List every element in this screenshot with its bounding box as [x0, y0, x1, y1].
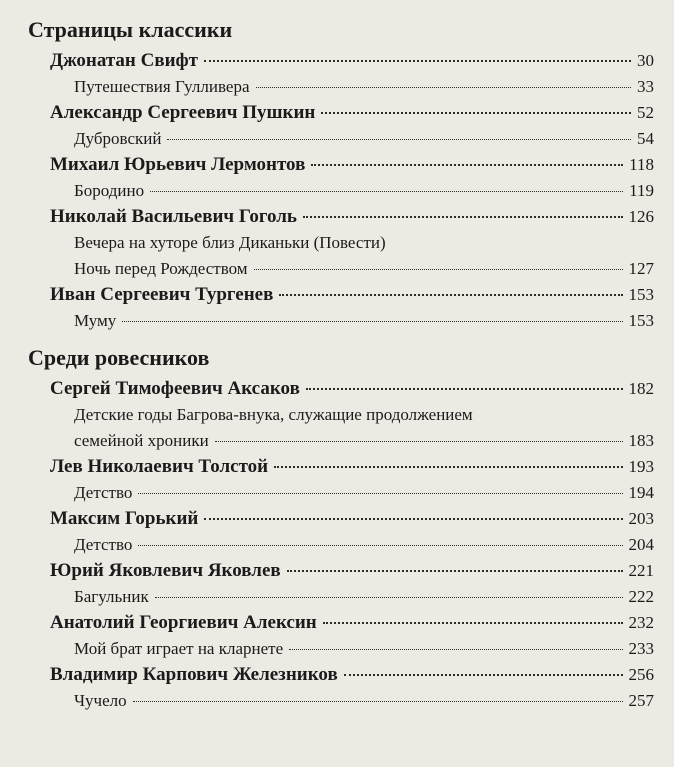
- toc-author-entry: [28, 662, 654, 688]
- page-number: 182: [628, 379, 654, 398]
- dot-leader: [138, 493, 622, 494]
- dot-leader: [256, 87, 632, 88]
- page-number: 33: [637, 77, 654, 96]
- page-number: 222: [628, 587, 654, 606]
- page-number: 126: [628, 207, 654, 226]
- dot-leader: [122, 321, 622, 322]
- dot-leader: [287, 570, 623, 572]
- dot-leader: [254, 269, 623, 270]
- entry-label: Анатолий Георгиевич Алексин: [50, 612, 317, 633]
- toc-work-entry: [28, 480, 654, 506]
- entry-label: Лев Николаевич Толстой: [50, 456, 269, 477]
- entry-label: Юрий Яковлевич Яковлев: [50, 560, 281, 581]
- page-number: 257: [628, 691, 654, 710]
- entry-label: Чучело: [74, 691, 127, 710]
- toc-work-entry: [28, 532, 654, 558]
- dot-leader: [155, 597, 623, 598]
- toc-author-entry: [28, 48, 654, 74]
- page-number: 127: [628, 259, 654, 278]
- entry-label: Михаил Юрьевич Лермонтов: [50, 154, 306, 175]
- toc-section: [28, 14, 654, 334]
- page-number: 204: [628, 535, 654, 554]
- page-number: 203: [628, 509, 654, 528]
- entry-label: Ночь перед Рождеством: [74, 259, 248, 278]
- dot-leader: [392, 243, 648, 244]
- toc-work-entry: [28, 178, 654, 204]
- dot-leader: [138, 545, 622, 546]
- toc-work-entry: [28, 584, 654, 610]
- dot-leader: [323, 622, 623, 624]
- entry-label: семейной хроники: [74, 431, 209, 450]
- dot-leader: [479, 415, 648, 416]
- dot-leader: [215, 441, 623, 442]
- dot-leader: [306, 388, 623, 390]
- dot-leader: [321, 112, 631, 114]
- toc-author-entry: [28, 506, 654, 532]
- toc-work-entry: [28, 256, 654, 282]
- toc-author-entry: [28, 558, 654, 584]
- toc-work-entry: [28, 74, 654, 100]
- section-title: Страницы классики: [28, 17, 233, 42]
- entry-label: Детство: [74, 483, 133, 502]
- entry-label: Максим Горький: [50, 508, 199, 529]
- dot-leader: [150, 191, 623, 192]
- entry-label: Джонатан Свифт: [50, 50, 199, 71]
- page-number: 233: [628, 639, 654, 658]
- entry-label: Дубровский: [74, 129, 162, 148]
- dot-leader: [279, 294, 622, 296]
- toc-work-entry: [28, 308, 654, 334]
- toc-work-entry: [28, 688, 654, 714]
- entry-label: Детство: [74, 535, 133, 554]
- page-number: 52: [637, 103, 654, 122]
- dot-leader: [289, 649, 622, 650]
- page-number: 54: [637, 129, 654, 148]
- page-number: 232: [628, 613, 654, 632]
- toc-author-entry: [28, 152, 654, 178]
- entry-label: Николай Васильевич Гоголь: [50, 206, 297, 227]
- dot-leader: [204, 518, 622, 520]
- dot-leader: [204, 60, 631, 62]
- page-number: 119: [629, 181, 654, 200]
- toc-work-entry: [28, 428, 654, 454]
- toc-work-entry: [28, 402, 654, 428]
- toc-author-entry: [28, 282, 654, 308]
- toc-author-entry: [28, 454, 654, 480]
- page-number: 30: [637, 51, 654, 70]
- entry-label: Путешествия Гулливера: [74, 77, 250, 96]
- toc-author-entry: [28, 376, 654, 402]
- toc-author-entry: [28, 204, 654, 230]
- toc-author-entry: [28, 100, 654, 126]
- entry-label: Мой брат играет на кларнете: [74, 639, 284, 658]
- dot-leader: [274, 466, 622, 468]
- entry-label: Бородино: [74, 181, 145, 200]
- toc-section: [28, 342, 654, 714]
- page-number: 118: [629, 155, 654, 174]
- entry-label: Александр Сергеевич Пушкин: [50, 102, 316, 123]
- dot-leader: [303, 216, 623, 218]
- page-number: 256: [628, 665, 654, 684]
- toc-work-entry: [28, 636, 654, 662]
- page-number: 153: [628, 311, 654, 330]
- dot-leader: [344, 674, 623, 676]
- entry-label: Сергей Тимофеевич Аксаков: [50, 378, 300, 399]
- dot-leader: [311, 164, 623, 166]
- entry-label: Детские годы Багрова-внука, служащие продолжением: [74, 405, 473, 424]
- page-number: 194: [628, 483, 654, 502]
- page-number: 221: [628, 561, 654, 580]
- page-number: 183: [628, 431, 654, 450]
- entry-label: Вечера на хуторе близ Диканьки (Повести): [74, 233, 386, 252]
- entry-label: Муму: [74, 311, 117, 330]
- toc-author-entry: [28, 610, 654, 636]
- entry-label: Иван Сергеевич Тургенев: [50, 284, 274, 305]
- toc-work-entry: [28, 230, 654, 256]
- section-title: Среди ровесников: [28, 345, 210, 370]
- entry-label: Владимир Карпович Железников: [50, 664, 338, 685]
- page-number: 193: [628, 457, 654, 476]
- page-number: 153: [628, 285, 654, 304]
- toc-work-entry: [28, 126, 654, 152]
- entry-label: Багульник: [74, 587, 149, 606]
- dot-leader: [133, 701, 623, 702]
- dot-leader: [167, 139, 631, 140]
